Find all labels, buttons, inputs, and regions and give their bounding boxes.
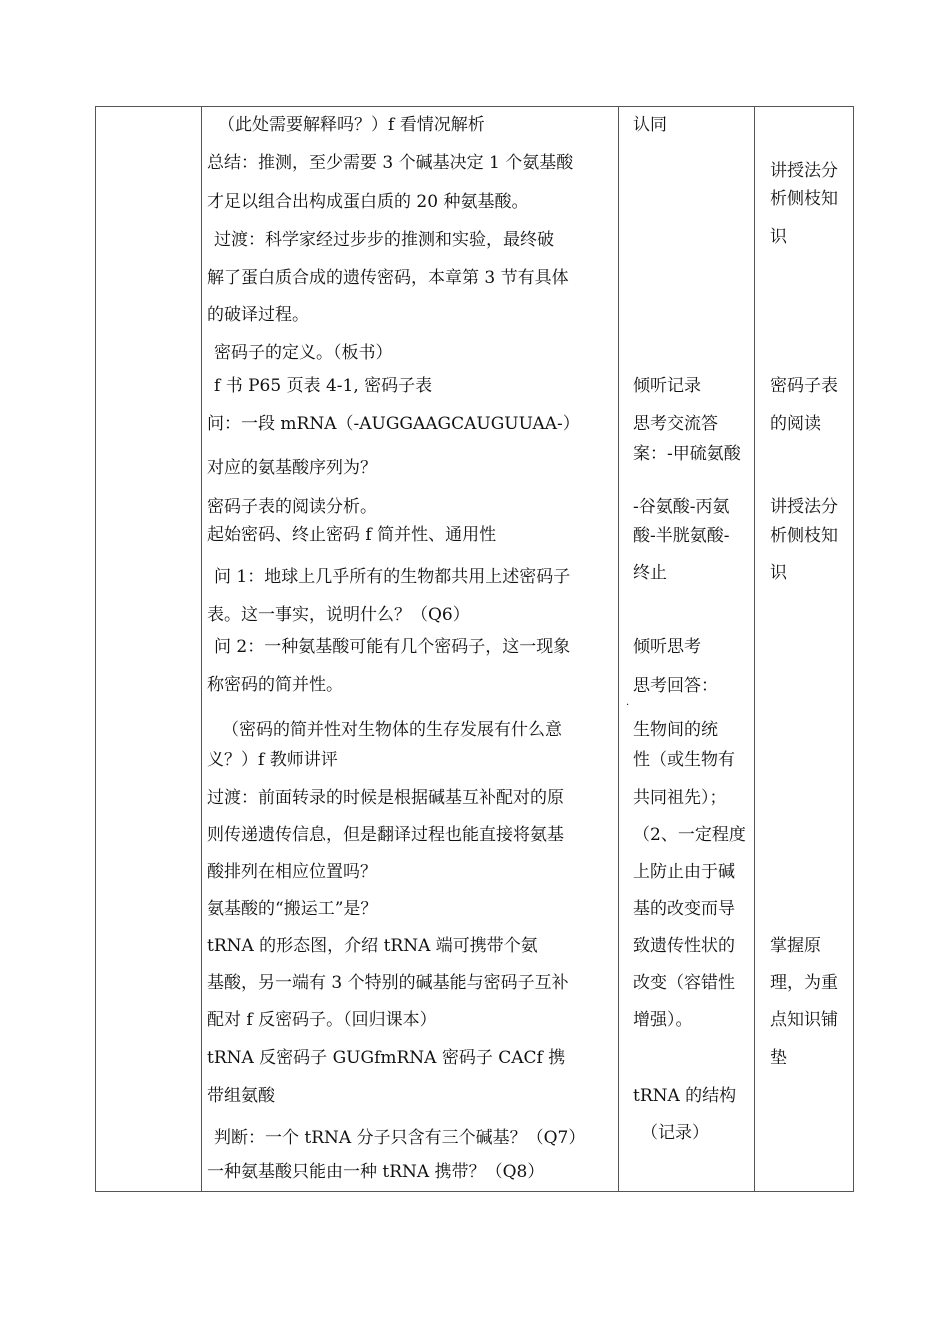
content-line: f 书 P65 页表 4-1, 密码子表 — [214, 376, 433, 396]
intent-line: 识 — [770, 227, 787, 247]
content-line: 一种氨基酸只能由一种 tRNA 携带？（Q8） — [207, 1162, 545, 1182]
content-line: 则传递遗传信息，但是翻译过程也能直接将氨基 — [207, 825, 564, 845]
content-line: 总结：推测，至少需要 3 个碱基决定 1 个氨基酸 — [207, 153, 574, 172]
content-line: 对应的氨基酸序列为？ — [207, 458, 377, 478]
column-divider — [618, 107, 619, 1191]
intent-line: 密码子表 — [770, 376, 838, 396]
content-line: tRNA 反密码子 GUGfmRNA 密码子 CACf 携 — [207, 1048, 566, 1068]
activity-line: 倾听记录 — [633, 376, 701, 396]
activity-line: 致遗传性状的 — [633, 936, 735, 956]
activity-line: 改变（容错性 — [633, 973, 735, 993]
content-line: 过渡：科学家经过步步的推测和实验，最终破 — [214, 230, 554, 250]
activity-line: -谷氨酸-丙氨 — [633, 497, 730, 517]
activity-line: 共同祖先）； — [633, 788, 727, 808]
activity-line: 上防止由于碱 — [633, 862, 735, 882]
content-line: 起始密码、终止密码 f 简并性、通用性 — [207, 525, 497, 545]
activity-line: 思考回答： — [633, 676, 718, 696]
activity-line: 生物间的统 — [633, 720, 718, 740]
content-line: 问 2：一种氨基酸可能有几个密码子，这一现象 — [214, 637, 571, 657]
content-line: 解了蛋白质合成的遗传密码，本章第 3 节有具体 — [207, 268, 569, 288]
activity-line: tRNA 的结构 — [633, 1086, 737, 1106]
activity-line: 终止 — [633, 563, 667, 583]
content-line: 带组氨酸 — [207, 1086, 275, 1106]
intent-line: 识 — [770, 563, 787, 583]
content-line: 称密码的简并性。 — [207, 675, 343, 695]
content-line: 密码子的定义。（板书） — [214, 343, 393, 363]
content-line: 问：一段 mRNA（-AUGGAAGCAUGUUAA-） — [207, 414, 580, 434]
intent-line: 讲授法分 — [770, 161, 838, 181]
activity-line: 倾听思考 — [633, 637, 701, 657]
content-line: 才足以组合出构成蛋白质的 20 种氨基酸。 — [207, 192, 529, 212]
intent-line: 析侧枝知 — [770, 526, 838, 546]
intent-line: 垫 — [770, 1048, 787, 1068]
content-line: 表。这一事实，说明什么？（Q6） — [207, 605, 470, 625]
intent-line: 点知识铺 — [770, 1010, 838, 1030]
content-line: 配对 f 反密码子。（回归课本） — [207, 1010, 437, 1030]
column-divider — [201, 107, 202, 1191]
column-divider — [754, 107, 755, 1191]
content-line: （此处需要解释吗？）f 看情况解析 — [218, 115, 485, 135]
content-line: （密码的简并性对生物体的生存发展有什么意 — [222, 720, 562, 740]
activity-line: · — [626, 700, 630, 711]
intent-line: 掌握原 — [770, 936, 821, 956]
content-line: 问 1：地球上几乎所有的生物都共用上述密码子 — [214, 567, 571, 587]
activity-line: 性（或生物有 — [633, 750, 735, 770]
content-line: 判断：一个 tRNA 分子只含有三个碱基？（Q7） — [214, 1128, 586, 1148]
intent-line: 析侧枝知 — [770, 189, 838, 209]
intent-line: 理，为重 — [770, 973, 838, 993]
activity-line: 认同 — [633, 115, 667, 135]
content-line: 氨基酸的“搬运工”是？ — [207, 899, 378, 919]
activity-line: （记录） — [641, 1123, 709, 1143]
intent-line: 讲授法分 — [770, 497, 838, 517]
content-line: 过渡：前面转录的时候是根据碱基互补配对的原 — [207, 788, 564, 808]
content-line: 义？）f 教师讲评 — [207, 750, 338, 770]
content-line: 密码子表的阅读分析。 — [207, 497, 377, 517]
content-line: tRNA 的形态图，介绍 tRNA 端可携带个氨 — [207, 936, 538, 956]
content-line: 酸排列在相应位置吗？ — [207, 862, 377, 882]
intent-line: 的阅读 — [770, 414, 821, 434]
content-line: 的破译过程。 — [207, 305, 309, 325]
activity-line: 酸-半胱氨酸- — [633, 526, 730, 546]
content-line: 基酸，另一端有 3 个特别的碱基能与密码子互补 — [207, 973, 569, 993]
activity-line: 思考交流答 — [633, 414, 718, 434]
activity-line: 案：-甲硫氨酸 — [633, 444, 741, 463]
activity-line: 基的改变而导 — [633, 899, 735, 919]
activity-line: （2、一定程度 — [633, 825, 746, 844]
activity-line: 增强）。 — [633, 1010, 693, 1030]
